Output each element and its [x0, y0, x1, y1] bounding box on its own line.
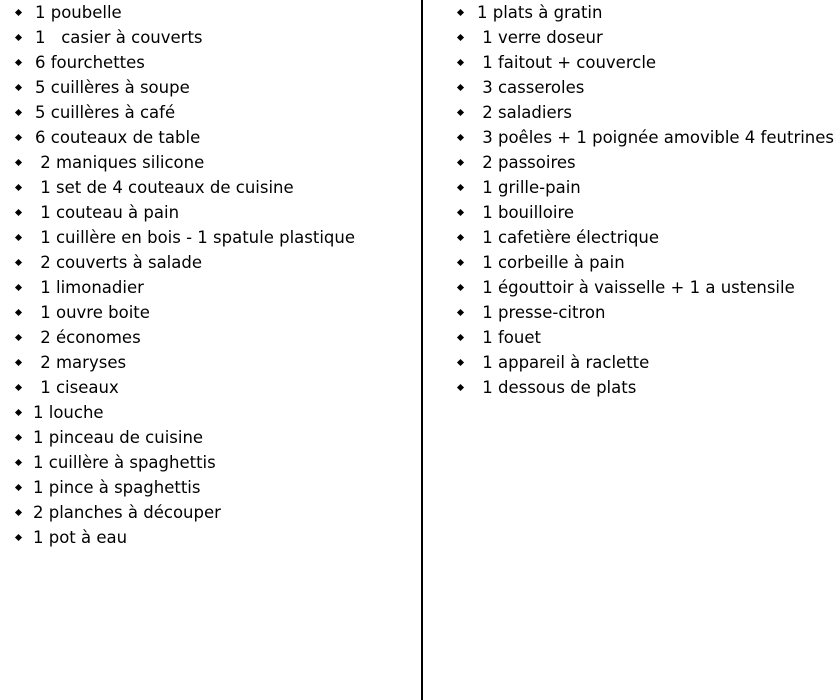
- list-item: [456, 25, 834, 50]
- list-item: [456, 175, 834, 200]
- list-item: [14, 400, 414, 425]
- diamond-bullet-icon: [457, 59, 464, 66]
- list-item-label: 1 grille-pain: [477, 178, 581, 197]
- list-item: [14, 450, 414, 475]
- list-item: [456, 75, 834, 100]
- list-item-label: 1 cafetière électrique: [477, 228, 660, 247]
- list-item-label: 1 corbeille à pain: [477, 253, 625, 272]
- list-item: [456, 125, 834, 150]
- list-item: [14, 0, 414, 25]
- diamond-bullet-icon: [457, 334, 464, 341]
- diamond-bullet-icon: [457, 234, 464, 241]
- diamond-bullet-icon: [15, 84, 22, 91]
- list-item-label: 2 maryses: [35, 353, 127, 372]
- diamond-bullet-icon: [15, 209, 22, 216]
- list-item: [14, 75, 414, 100]
- diamond-bullet-icon: [15, 284, 22, 291]
- list-item: [456, 300, 834, 325]
- diamond-bullet-icon: [15, 234, 22, 241]
- list-item-label: 1 pinceau de cuisine: [33, 428, 204, 447]
- diamond-bullet-icon: [457, 309, 464, 316]
- list-item: [14, 100, 414, 125]
- diamond-bullet-icon: [15, 484, 22, 491]
- list-item-label: 1 presse-citron: [477, 303, 606, 322]
- diamond-bullet-icon: [457, 34, 464, 41]
- list-item-label: 1 casier à couverts: [35, 28, 203, 47]
- list-item-label: 1 appareil à raclette: [477, 353, 650, 372]
- list-item-label: 6 fourchettes: [35, 53, 145, 72]
- diamond-bullet-icon: [15, 509, 22, 516]
- list-item: [456, 325, 834, 350]
- diamond-bullet-icon: [457, 209, 464, 216]
- column-divider: [421, 0, 423, 700]
- list-item: [14, 325, 414, 350]
- list-item: [14, 50, 414, 75]
- diamond-bullet-icon: [457, 259, 464, 266]
- list-item-label: 1 ouvre boite: [35, 303, 150, 322]
- list-item: [14, 175, 414, 200]
- list-item-label: 1 faitout + couvercle: [477, 53, 657, 72]
- diamond-bullet-icon: [15, 334, 22, 341]
- list-item: [456, 250, 834, 275]
- list-item-label: 1 cuillère à spaghettis: [33, 453, 216, 472]
- diamond-bullet-icon: [15, 109, 22, 116]
- list-item-label: 2 saladiers: [477, 103, 572, 122]
- diamond-bullet-icon: [457, 159, 464, 166]
- diamond-bullet-icon: [457, 284, 464, 291]
- list-item-label: 1 pince à spaghettis: [33, 478, 201, 497]
- list-item: [14, 350, 414, 375]
- list-item-label: 1 set de 4 couteaux de cuisine: [35, 178, 294, 197]
- list-item-label: 1 ciseaux: [35, 378, 119, 397]
- diamond-bullet-icon: [457, 9, 464, 16]
- diamond-bullet-icon: [15, 409, 22, 416]
- list-item: [14, 275, 414, 300]
- list-item-label: 1 égouttoir à vaisselle + 1 a ustensile: [477, 278, 795, 297]
- list-item-label: 2 couverts à salade: [35, 253, 203, 272]
- diamond-bullet-icon: [15, 34, 22, 41]
- list-item-label: 1 bouilloire: [477, 203, 575, 222]
- diamond-bullet-icon: [15, 134, 22, 141]
- list-item-label: 5 cuillères à soupe: [35, 78, 190, 97]
- list-item: [14, 125, 414, 150]
- list-item: [456, 100, 834, 125]
- diamond-bullet-icon: [457, 384, 464, 391]
- list-item: [14, 475, 414, 500]
- right-inventory-list: [456, 0, 834, 400]
- list-item: [456, 0, 834, 25]
- list-item-label: 1 pot à eau: [33, 528, 128, 547]
- list-item: [456, 150, 834, 175]
- diamond-bullet-icon: [457, 109, 464, 116]
- list-item: [14, 250, 414, 275]
- list-item-label: 1 plats à gratin: [477, 3, 603, 22]
- list-item: [14, 150, 414, 175]
- list-item-label: 1 fouet: [477, 328, 541, 347]
- diamond-bullet-icon: [15, 459, 22, 466]
- diamond-bullet-icon: [15, 434, 22, 441]
- list-item: [14, 375, 414, 400]
- list-item-label: 1 cuillère en bois - 1 spatule plastique: [35, 228, 356, 247]
- list-item-label: 3 poêles + 1 poignée amovible 4 feutrines: [477, 128, 835, 147]
- list-item-label: 1 louche: [33, 403, 104, 422]
- list-item: [14, 425, 414, 450]
- diamond-bullet-icon: [15, 534, 22, 541]
- list-item: [456, 375, 834, 400]
- list-item-label: 2 économes: [35, 328, 141, 347]
- list-item-label: 1 verre doseur: [477, 28, 603, 47]
- list-item: [456, 350, 834, 375]
- list-item-label: 2 passoires: [477, 153, 576, 172]
- list-item: [456, 50, 834, 75]
- list-item-label: 5 cuillères à café: [35, 103, 176, 122]
- diamond-bullet-icon: [15, 59, 22, 66]
- diamond-bullet-icon: [15, 259, 22, 266]
- list-item-label: 2 planches à découper: [33, 503, 221, 522]
- diamond-bullet-icon: [457, 84, 464, 91]
- list-item-label: 6 couteaux de table: [35, 128, 201, 147]
- list-item: [14, 225, 414, 250]
- diamond-bullet-icon: [457, 134, 464, 141]
- diamond-bullet-icon: [15, 359, 22, 366]
- diamond-bullet-icon: [457, 184, 464, 191]
- list-item-label: 3 casseroles: [477, 78, 585, 97]
- list-item: [14, 200, 414, 225]
- list-item: [14, 500, 414, 525]
- list-item-label: 1 poubelle: [35, 3, 122, 22]
- list-item-label: 1 dessous de plats: [477, 378, 637, 397]
- list-item-label: 2 maniques silicone: [35, 153, 205, 172]
- diamond-bullet-icon: [15, 384, 22, 391]
- diamond-bullet-icon: [15, 309, 22, 316]
- list-item: [14, 525, 414, 550]
- diamond-bullet-icon: [15, 159, 22, 166]
- diamond-bullet-icon: [15, 184, 22, 191]
- list-item: [456, 275, 834, 300]
- diamond-bullet-icon: [15, 9, 22, 16]
- left-inventory-list: [14, 0, 414, 550]
- diamond-bullet-icon: [457, 359, 464, 366]
- list-item-label: 1 couteau à pain: [35, 203, 180, 222]
- list-item-label: 1 limonadier: [35, 278, 144, 297]
- list-item: [14, 25, 414, 50]
- list-item: [456, 225, 834, 250]
- list-item: [456, 200, 834, 225]
- list-item: [14, 300, 414, 325]
